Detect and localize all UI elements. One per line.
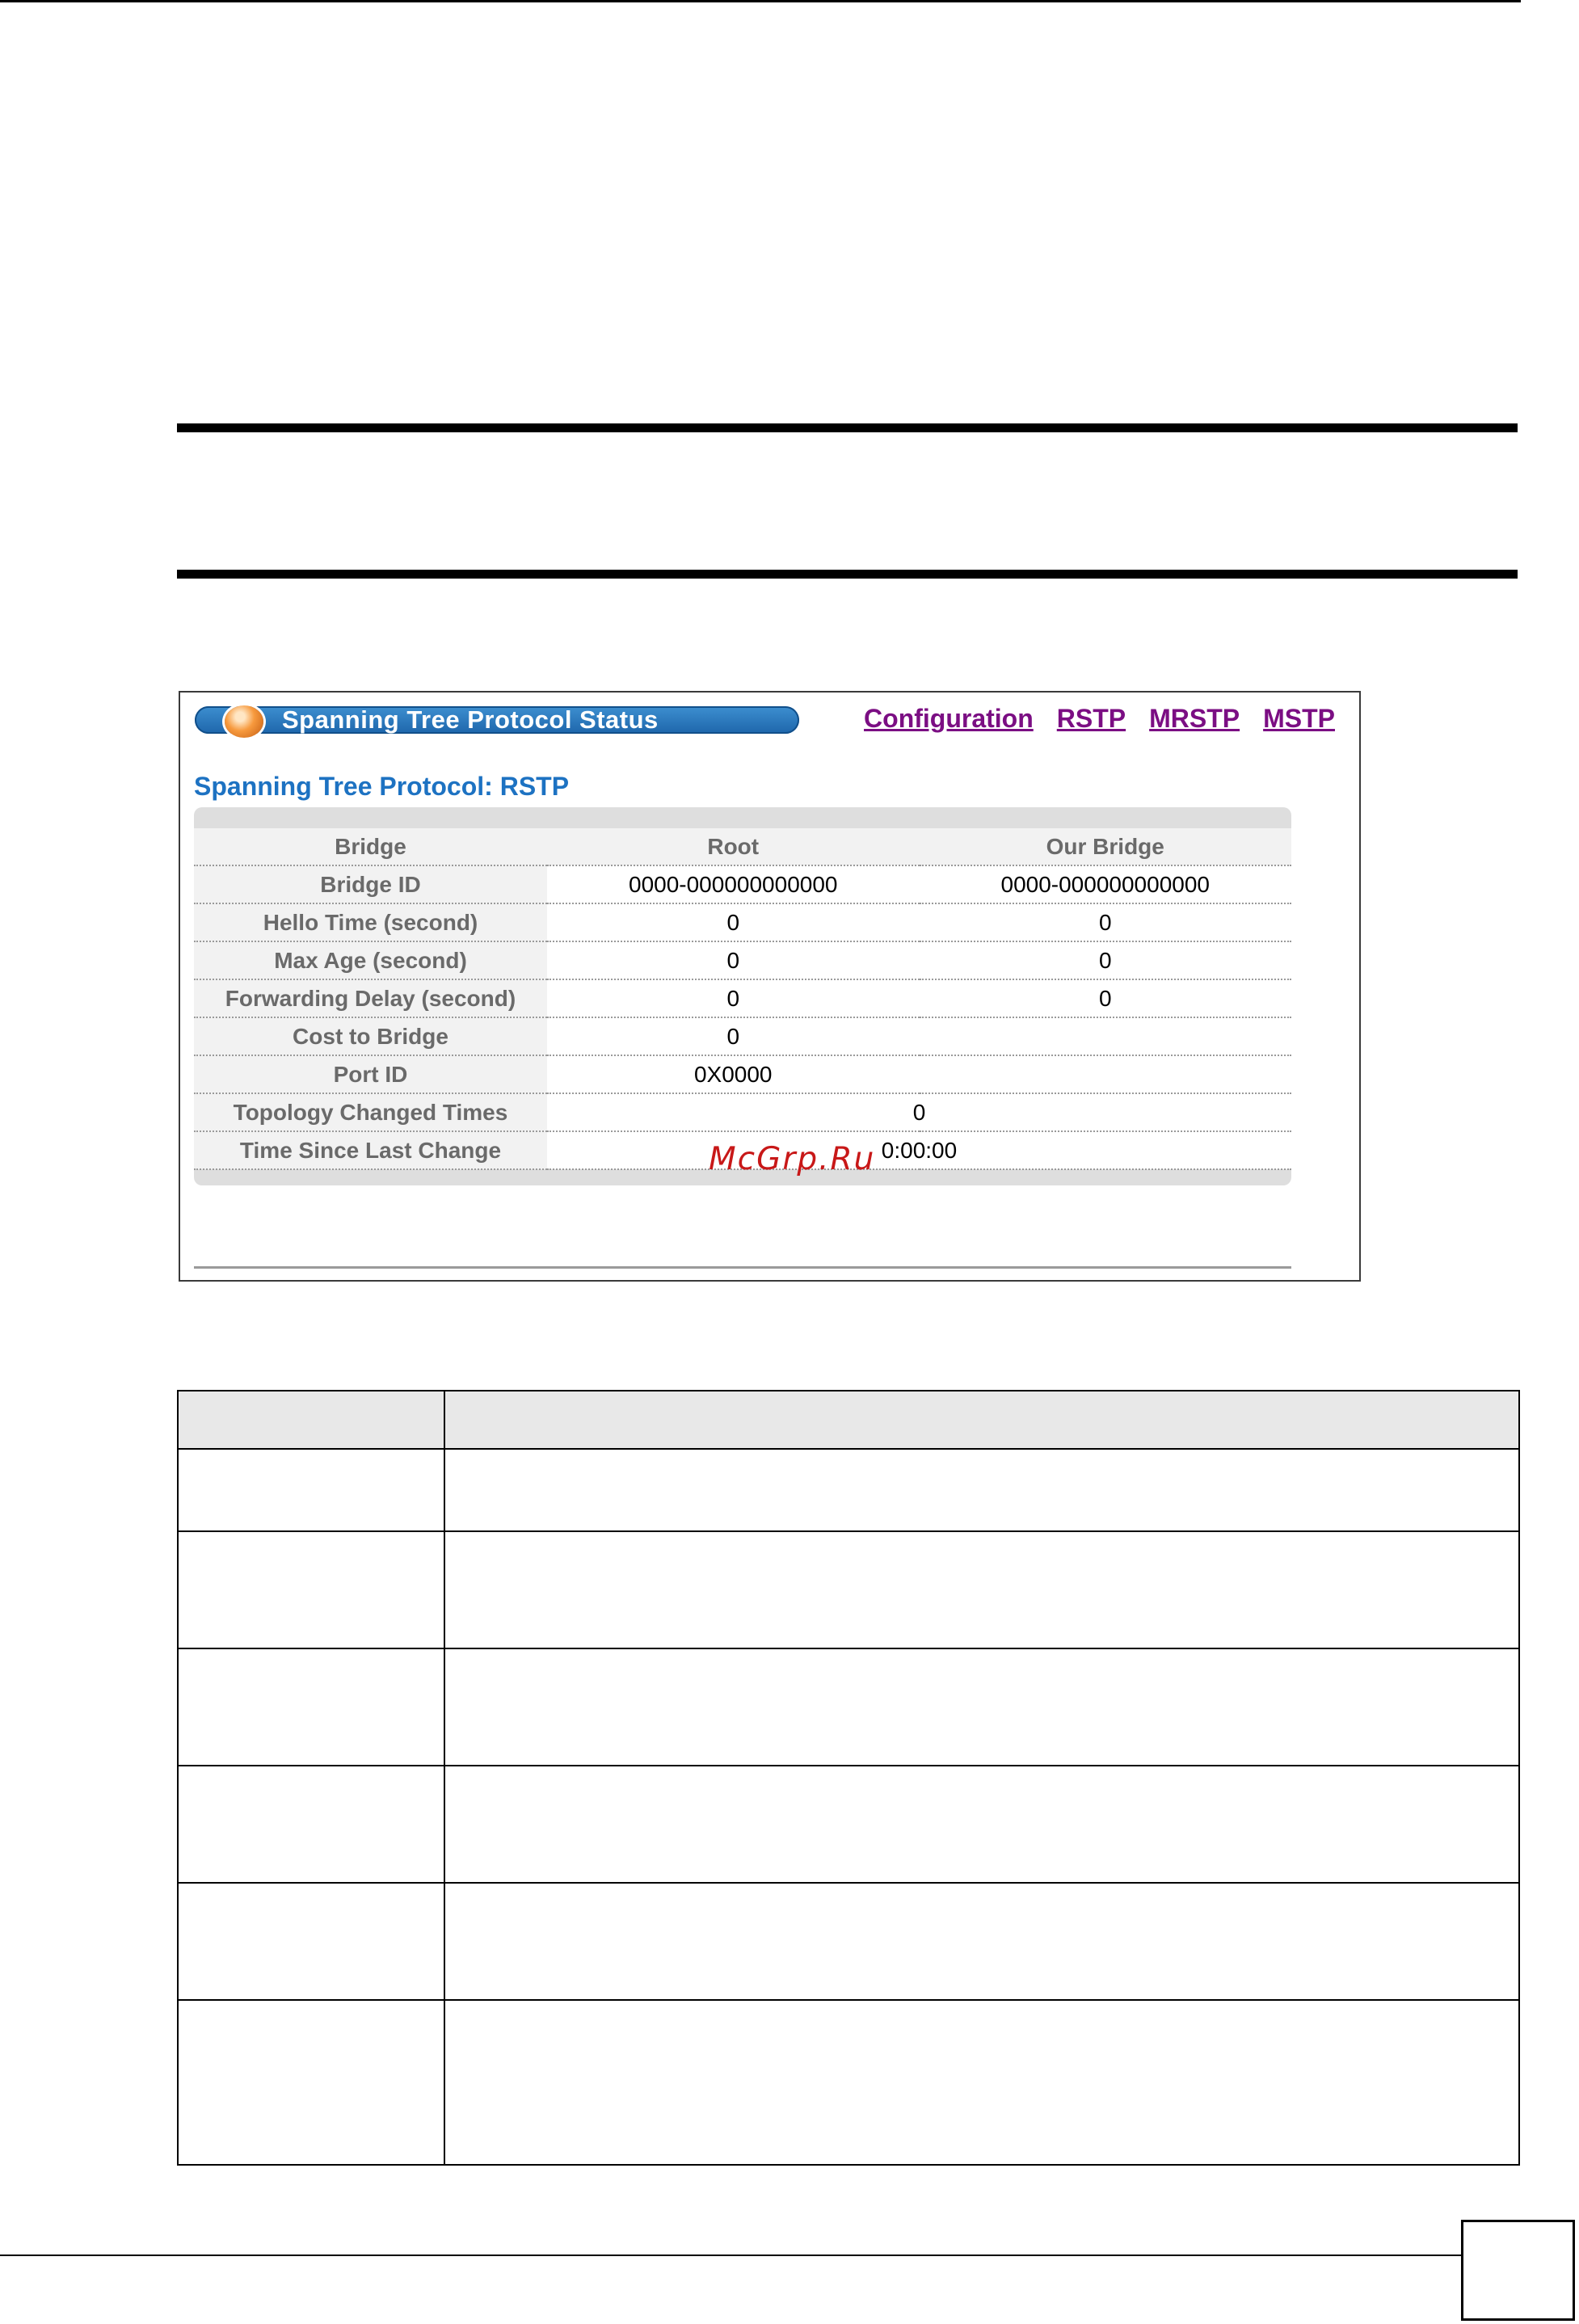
field-description-table — [177, 1390, 1520, 2166]
protocol-title: Spanning Tree Protocol: RSTP — [194, 772, 570, 801]
desc-header-row — [178, 1391, 1519, 1449]
orb-icon — [225, 705, 263, 738]
desc-row — [178, 1531, 1519, 1648]
table-row — [194, 903, 1291, 941]
desc-cell — [178, 1449, 444, 1531]
table-row — [194, 1093, 1291, 1131]
our-bridge-value: 0 — [920, 941, 1292, 979]
desc-row — [178, 1883, 1519, 2000]
table-header-row — [194, 828, 1291, 865]
row-label: Hello Time (second) — [194, 903, 547, 941]
table-row — [194, 1055, 1291, 1093]
configuration-link[interactable]: Configuration — [864, 704, 1034, 733]
root-value: 0000-000000000000 — [547, 865, 920, 903]
root-value: 0 — [547, 903, 920, 941]
desc-row — [178, 1449, 1519, 1531]
desc-header-cell — [178, 1391, 444, 1449]
spanning-value: 0:00:00 — [547, 1131, 1291, 1169]
desc-header-cell — [444, 1391, 1519, 1449]
root-value: 0 — [547, 979, 920, 1017]
desc-cell — [178, 2000, 444, 2165]
root-value: 0X0000 — [547, 1055, 920, 1093]
rstp-link[interactable]: RSTP — [1056, 704, 1126, 733]
top-nav — [864, 704, 1335, 734]
table-row — [194, 979, 1291, 1017]
stp-table-container — [194, 807, 1291, 1185]
desc-cell — [444, 1531, 1519, 1648]
header-rule — [0, 0, 1521, 2]
our-bridge-value: 0 — [920, 903, 1292, 941]
page-number-box — [1461, 2220, 1575, 2321]
our-bridge-value — [920, 1017, 1292, 1055]
panel-bottom-line — [194, 1266, 1291, 1269]
row-label: Cost to Bridge — [194, 1017, 547, 1055]
desc-cell — [444, 1449, 1519, 1531]
desc-cell — [178, 1766, 444, 1883]
desc-row — [178, 2000, 1519, 2165]
desc-cell — [178, 1531, 444, 1648]
desc-row — [178, 1766, 1519, 1883]
desc-cell — [444, 1648, 1519, 1766]
our-bridge-value: 0 — [920, 979, 1292, 1017]
root-value: 0 — [547, 941, 920, 979]
desc-cell — [444, 2000, 1519, 2165]
header-our-bridge: Our Bridge — [920, 828, 1292, 865]
our-bridge-value — [920, 1055, 1292, 1093]
row-label: Max Age (second) — [194, 941, 547, 979]
desc-cell — [444, 1883, 1519, 2000]
watermark: McGrp.Ru — [709, 1141, 876, 1177]
desc-row — [178, 1648, 1519, 1766]
root-value: 0 — [547, 1017, 920, 1055]
table-row — [194, 1017, 1291, 1055]
desc-cell — [444, 1766, 1519, 1883]
row-label: Bridge ID — [194, 865, 547, 903]
spanning-value: 0 — [547, 1093, 1291, 1131]
mrstp-link[interactable]: MRSTP — [1149, 704, 1240, 733]
window-title: Spanning Tree Protocol Status — [282, 705, 659, 734]
header-bridge: Bridge — [194, 828, 547, 865]
row-label: Forwarding Delay (second) — [194, 979, 547, 1017]
row-label: Port ID — [194, 1055, 547, 1093]
section-rule-top — [177, 423, 1518, 432]
section-rule-bottom — [177, 570, 1518, 579]
table-row — [194, 941, 1291, 979]
mstp-link[interactable]: MSTP — [1263, 704, 1335, 733]
stp-status-screen — [179, 691, 1361, 1282]
row-label: Topology Changed Times — [194, 1093, 547, 1131]
footer-rule — [0, 2255, 1461, 2256]
desc-cell — [178, 1648, 444, 1766]
desc-cell — [178, 1883, 444, 2000]
stp-status-table — [194, 828, 1291, 1170]
table-row — [194, 865, 1291, 903]
header-root: Root — [547, 828, 920, 865]
row-label: Time Since Last Change — [194, 1131, 547, 1169]
our-bridge-value: 0000-000000000000 — [920, 865, 1292, 903]
